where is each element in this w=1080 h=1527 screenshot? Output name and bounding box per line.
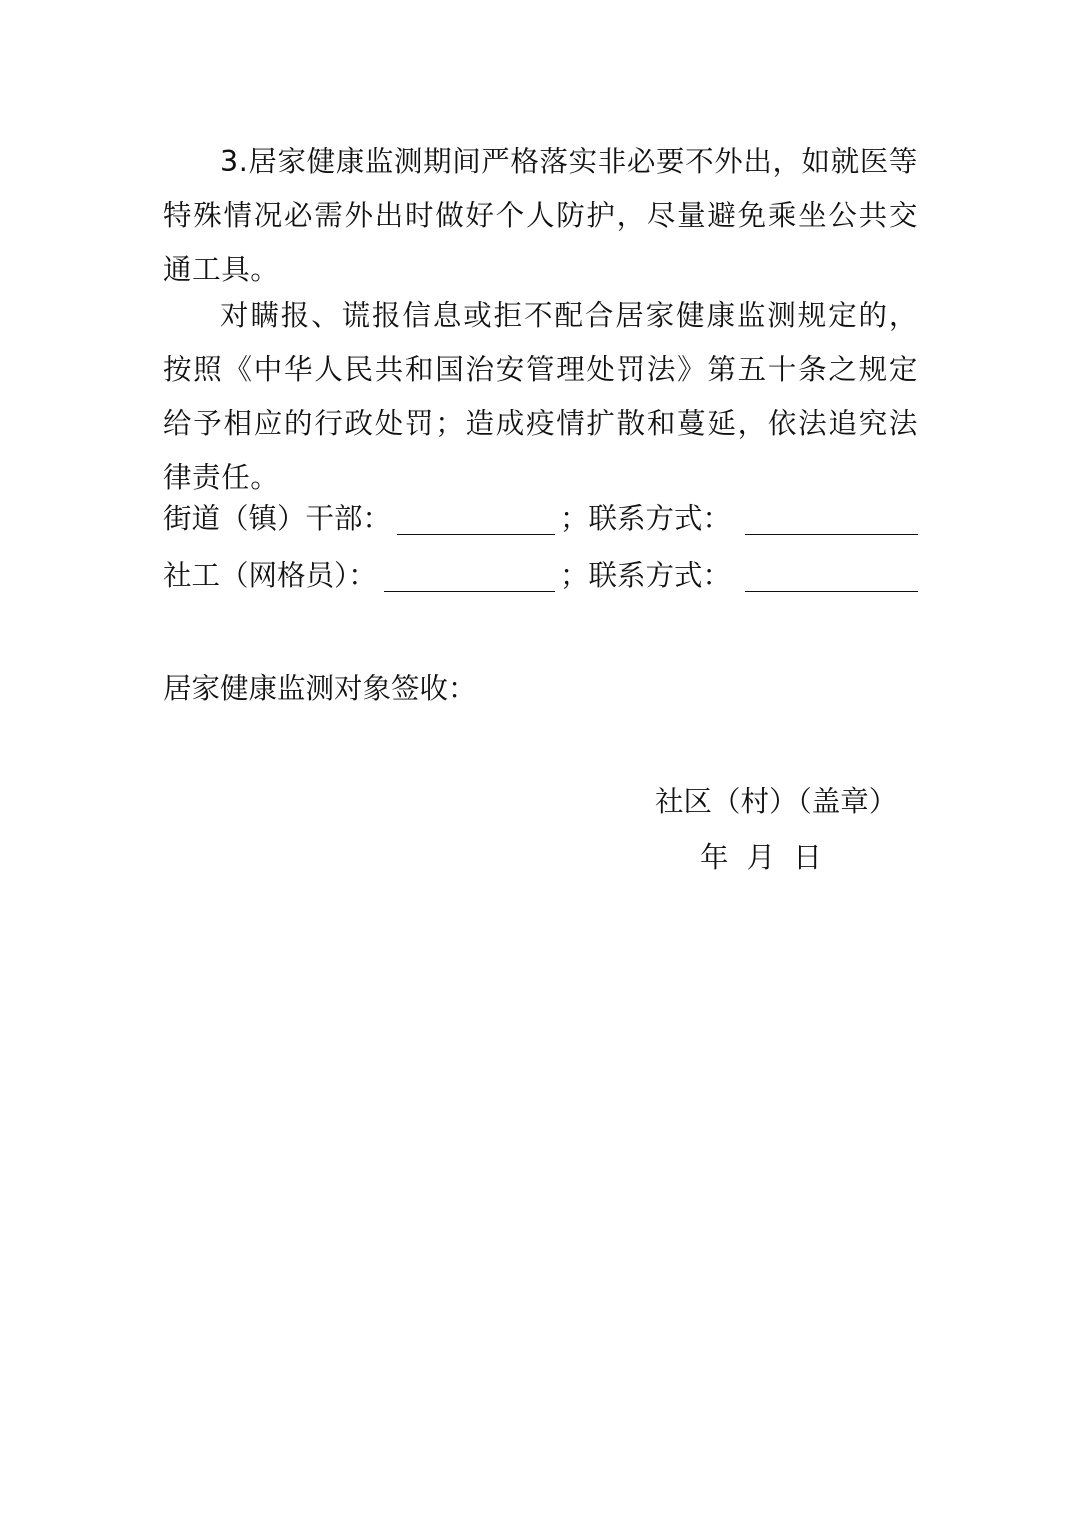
social-contact-label: ；联系方式：	[560, 559, 732, 592]
street-cadre-row	[163, 497, 918, 541]
street-contact-blank[interactable]	[745, 534, 918, 535]
street-cadre-name-blank[interactable]	[397, 534, 555, 535]
community-stamp-label: 社区（村）（盖章）	[655, 785, 898, 818]
street-contact-label: ；联系方式：	[560, 502, 732, 535]
recipient-signature-label: 居家健康监测对象签收：	[163, 672, 477, 705]
social-worker-label: 社工（网格员）：	[163, 559, 377, 592]
paragraph-penalty-notice: 对瞒报、谎报信息或拒不配合居家健康监测规定的，按照《中华人民共和国治安管理处罚法》第五十条之规定给予相应的行政处罚；造成疫情扩散和蔓延，依法追究法律责任。	[163, 299, 918, 494]
paragraph-item-3: 3.居家健康监测期间严格落实非必要不外出，如就医等特殊情况必需外出时做好个人防护，尽量避免乘坐公共交通工具。	[163, 145, 918, 286]
social-contact-blank[interactable]	[745, 591, 918, 592]
social-worker-name-blank[interactable]	[384, 591, 555, 592]
street-cadre-label: 街道（镇）干部：	[163, 502, 392, 535]
date-label: 年 月 日	[700, 841, 822, 874]
social-worker-row	[163, 554, 918, 598]
